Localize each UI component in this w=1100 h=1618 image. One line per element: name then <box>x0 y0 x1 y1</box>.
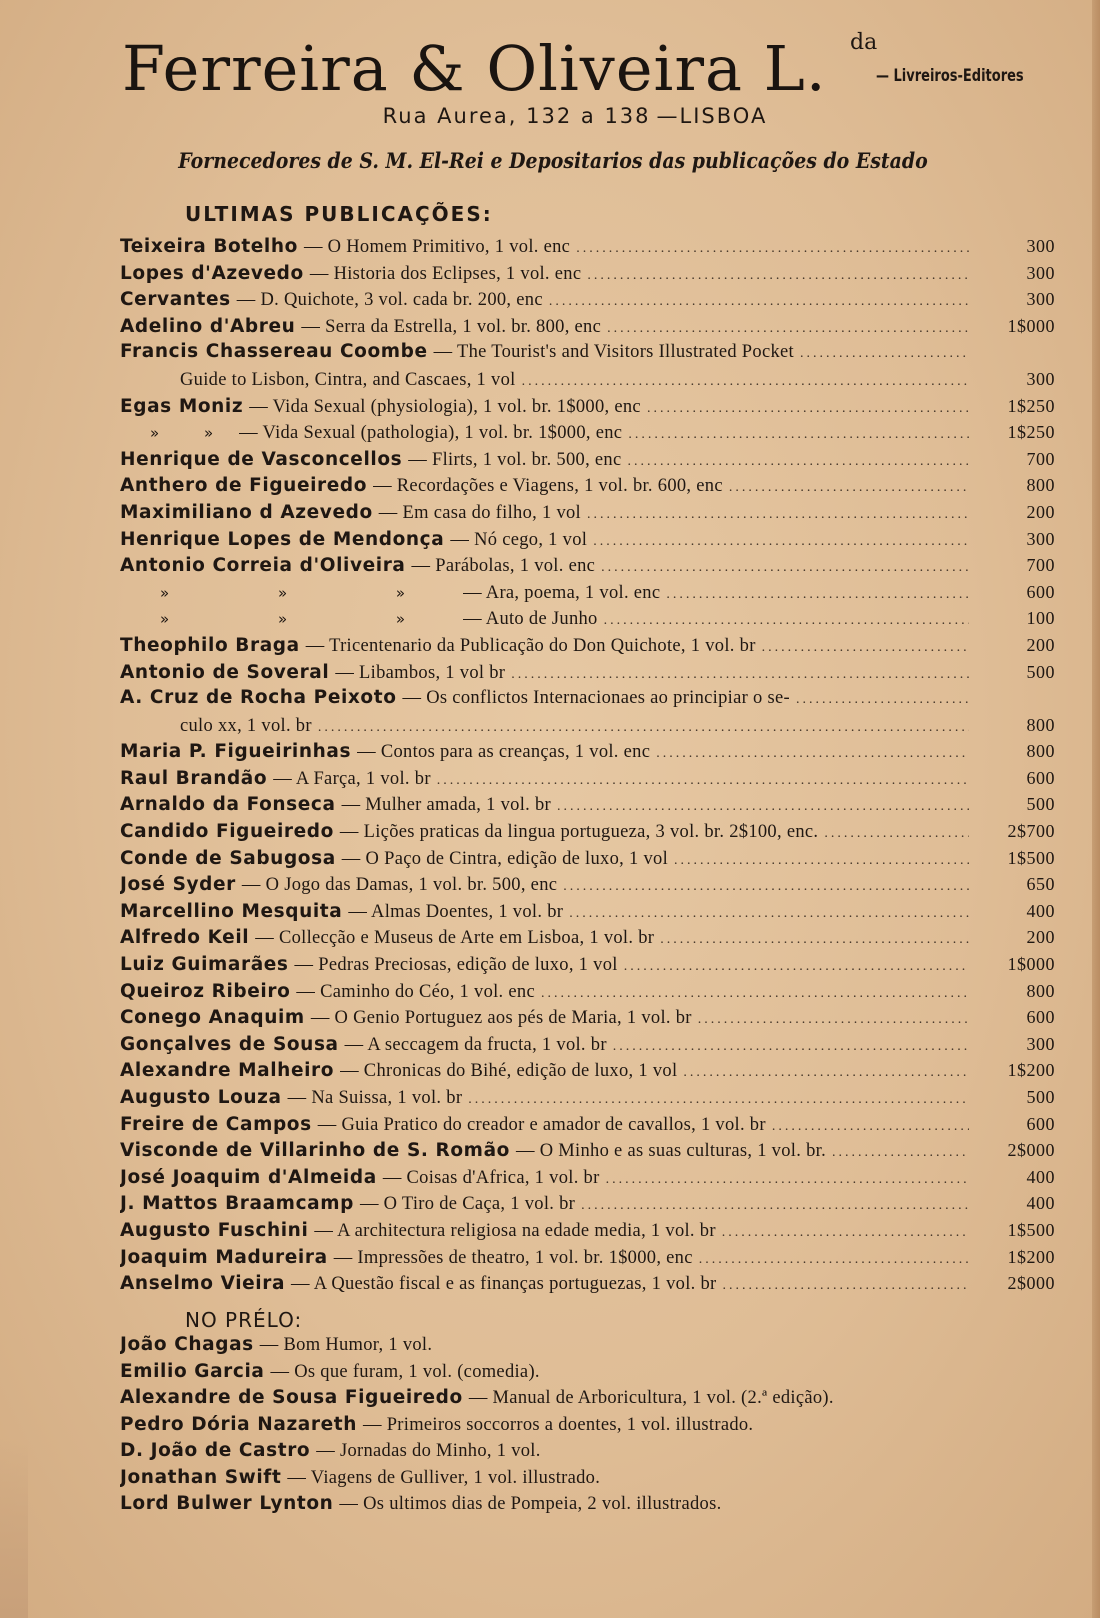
publication-author: Conde de Sabugosa <box>120 847 336 869</box>
leader-dots <box>824 821 969 845</box>
publication-row <box>120 898 1055 925</box>
publication-author: Augusto Fuschini <box>120 1219 309 1241</box>
publication-title: — A Questão fiscal e as finanças portuguezas, 1 vol. br <box>291 1274 717 1295</box>
publication-price: 1$000 <box>1007 315 1055 336</box>
publication-author: A. Cruz de Rocha Peixoto <box>120 687 397 709</box>
publication-title: — Flirts, 1 vol. br. 500, enc <box>408 449 622 470</box>
purveyors-line: Fornecedores de S. M. El-Rei e Depositarios das publicações do Estado <box>178 148 928 173</box>
publication-author: Adelino d'Abreu <box>120 315 296 337</box>
publication-title: culo xx, 1 vol. br <box>180 715 312 736</box>
publication-author: Henrique Lopes de Mendonça <box>120 528 445 550</box>
leader-dots <box>660 927 969 951</box>
publication-author: Freire de Campos <box>120 1113 312 1135</box>
publication-author: Lopes d'Azevedo <box>120 262 304 284</box>
publication-row <box>120 366 1055 393</box>
publications-list <box>120 233 1055 1297</box>
publication-price: 1$200 <box>1007 1246 1055 1267</box>
publication-price: 400 <box>1026 1166 1055 1187</box>
leader-dots <box>624 954 969 978</box>
publication-title: — Na Suissa, 1 vol. br <box>287 1088 463 1108</box>
in-press-row <box>120 1438 1055 1465</box>
in-press-title: — Manual de Arboricultura, 1 vol. (2.ª edição). <box>468 1388 834 1408</box>
publication-price: 700 <box>1026 448 1055 469</box>
leader-dots <box>522 369 969 393</box>
publication-price: 300 <box>1026 289 1055 310</box>
publication-price: 800 <box>1026 980 1055 1001</box>
publication-title: — O Minho e as suas culturas, 1 vol. br. <box>515 1141 826 1162</box>
publication-price: 400 <box>1026 1193 1055 1214</box>
publication-row <box>120 419 1055 446</box>
publication-author: Anselmo Vieira <box>120 1273 286 1295</box>
publication-title: — Serra da Estrella, 1 vol. br. 800, enc <box>301 316 602 337</box>
publication-title: — Lições praticas da lingua portugueza, 3 vol. br. 2$100, enc. <box>339 822 819 843</box>
publication-row <box>120 393 1055 420</box>
publication-author: » » <box>150 424 234 443</box>
publication-title: — Tricentenario da Publicação do Don Quichote, 1 vol. br <box>305 635 756 656</box>
leader-dots <box>607 316 969 340</box>
publication-price: 700 <box>1026 555 1055 576</box>
publication-price: 650 <box>1026 874 1055 895</box>
publication-title: — D. Quichote, 3 vol. cada br. 200, enc <box>236 290 543 311</box>
publication-price: 600 <box>1026 767 1055 788</box>
in-press-author: Pedro Dória Nazareth <box>120 1413 357 1435</box>
in-press-author: Lord Bulwer Lynton <box>120 1493 334 1514</box>
leader-dots <box>729 475 969 499</box>
publication-price: 1$250 <box>1007 422 1055 443</box>
publication-title: — O Genio Portuguez aos pés de Maria, 1 vol. br <box>310 1008 692 1029</box>
publication-author: Gonçalves de Sousa <box>120 1033 339 1055</box>
publication-author: José Syder <box>120 874 236 896</box>
publication-author: » » » <box>160 610 458 629</box>
publication-title: — The Tourist's and Visitors Illustrated Pocket <box>433 342 794 363</box>
publication-title: — O Jogo das Damas, 1 vol. br. 500, enc <box>241 875 558 896</box>
publication-row <box>120 339 1055 366</box>
leader-dots <box>699 1247 969 1271</box>
publication-row <box>120 233 1055 260</box>
publication-title: — Libambos, 1 vol br <box>335 662 506 683</box>
publication-row <box>120 1004 1055 1031</box>
publication-row <box>120 738 1055 765</box>
leader-dots <box>587 502 969 526</box>
publication-row <box>120 472 1055 499</box>
publication-author: Luiz Guimarães <box>120 954 289 976</box>
publication-row <box>120 712 1055 739</box>
leader-dots <box>628 422 969 446</box>
masthead <box>122 28 1062 108</box>
publication-price: 300 <box>1026 1033 1055 1054</box>
publication-price: 200 <box>1026 501 1055 522</box>
publication-title: Guide to Lisbon, Cintra, and Cascaes, 1 vol <box>180 369 516 390</box>
publication-row <box>120 313 1055 340</box>
publication-row <box>120 791 1055 818</box>
publication-title: — O Tiro de Caça, 1 vol. br <box>359 1194 576 1215</box>
leader-dots <box>549 289 969 313</box>
leader-dots <box>587 263 969 287</box>
publication-author: Alexandre Malheiro <box>120 1060 335 1082</box>
publication-row <box>120 260 1055 287</box>
publication-price: 800 <box>1026 714 1055 735</box>
firm-role: — Livreiros-Editores <box>876 66 1024 86</box>
publication-title: — Coisas d'Africa, 1 vol. br <box>382 1167 600 1188</box>
publication-row <box>120 659 1055 686</box>
publication-price: 500 <box>1026 794 1055 815</box>
publication-author: Arnaldo da Fonseca <box>120 794 336 816</box>
publication-price: 500 <box>1026 1087 1055 1107</box>
publication-author: Egas Moniz <box>120 395 244 417</box>
publication-price: 1$500 <box>1007 847 1055 868</box>
publication-price: 2$000 <box>1007 1273 1055 1294</box>
in-press-author: Jonathan Swift <box>120 1466 282 1488</box>
in-press-title: — Jornadas do Minho, 1 vol. <box>316 1441 541 1461</box>
in-press-row <box>120 1465 1055 1492</box>
publication-title: — Ara, poema, 1 vol. enc <box>463 582 661 603</box>
publication-row <box>120 1270 1055 1297</box>
leader-dots <box>832 1140 969 1164</box>
publication-price: 200 <box>1026 927 1055 948</box>
publication-row <box>120 446 1055 473</box>
leader-dots <box>698 1007 969 1031</box>
leader-dots <box>796 687 969 712</box>
publication-author: Candido Figueiredo <box>120 821 334 843</box>
address-street: Rua Aurea, 132 a 138 <box>382 104 651 128</box>
publication-author: Queiroz Ribeiro <box>120 980 291 1002</box>
publication-row <box>120 1031 1055 1058</box>
publication-price: 1$500 <box>1007 1219 1055 1240</box>
in-press-author: Alexandre de Sousa Figueiredo <box>120 1387 463 1408</box>
leader-dots <box>468 1087 969 1111</box>
publication-title: — A architectura religiosa na edade media, 1 vol. br <box>314 1220 716 1241</box>
publication-title: — Vida Sexual (pathologia), 1 vol. br. 1$000, enc <box>239 423 623 444</box>
leader-dots <box>606 1167 969 1191</box>
publication-price: 300 <box>1026 528 1055 549</box>
in-press-title: — Os ultimos dias de Pompeia, 2 vol. illustrados. <box>339 1494 722 1514</box>
publication-author: Francis Chassereau Coombe <box>120 341 428 363</box>
leader-dots <box>800 341 969 366</box>
leader-dots <box>581 1193 969 1217</box>
publication-author: José Joaquim d'Almeida <box>120 1166 377 1188</box>
leader-dots <box>593 529 969 553</box>
publication-author: Teixeira Botelho <box>120 236 298 257</box>
publication-title: — Recordações e Viagens, 1 vol. br. 600, enc <box>373 476 723 497</box>
publication-row <box>120 632 1055 659</box>
publication-title: — Caminho do Céo, 1 vol. enc <box>296 981 535 1002</box>
publication-author: Augusto Louza <box>120 1087 282 1108</box>
in-press-author: D. João de Castro <box>120 1440 311 1461</box>
in-press-row <box>120 1332 1055 1359</box>
publication-author: Raul Brandão <box>120 767 268 789</box>
publication-row <box>120 605 1055 632</box>
paper-stain <box>0 1438 28 1618</box>
leader-dots <box>511 662 969 686</box>
publication-row <box>120 1084 1055 1111</box>
publication-row <box>120 1164 1055 1191</box>
leader-dots <box>318 715 969 739</box>
publication-author: Marcellino Mesquita <box>120 900 343 922</box>
publication-title: — Parábolas, 1 vol. enc <box>411 556 596 577</box>
publication-author: Anthero de Figueiredo <box>120 475 368 497</box>
publication-price: 300 <box>1026 368 1055 389</box>
leader-dots <box>437 768 969 792</box>
publication-title: — Mulher amada, 1 vol. br <box>341 795 551 816</box>
publication-row <box>120 1111 1055 1138</box>
leader-dots <box>647 396 969 420</box>
firm-name-superscript: da <box>850 30 878 55</box>
in-press-row <box>120 1491 1055 1518</box>
leader-dots <box>722 1220 969 1244</box>
publication-author: Maximiliano d Azevedo <box>120 501 373 523</box>
publication-row <box>120 526 1055 553</box>
publication-row <box>120 818 1055 845</box>
latest-publications-heading: ULTIMAS PUBLICAÇÕES: <box>185 202 493 226</box>
publication-row <box>120 1244 1055 1271</box>
in-press-row <box>120 1385 1055 1412</box>
in-press-heading: NO PRÉLO: <box>185 1308 303 1332</box>
publication-price: 800 <box>1026 475 1055 496</box>
publication-author: Alfredo Keil <box>120 927 250 949</box>
publication-title: — Nó cego, 1 vol <box>450 529 588 550</box>
leader-dots <box>666 582 969 606</box>
publication-price: 1$200 <box>1007 1060 1055 1081</box>
publication-title: — Vida Sexual (physiologia), 1 vol. br. 1$000, enc <box>249 396 641 417</box>
leader-dots <box>723 1273 970 1297</box>
in-press-title: — Viagens de Gulliver, 1 vol. illustrado. <box>287 1467 601 1488</box>
publication-title: — Auto de Junho <box>463 609 598 630</box>
leader-dots <box>569 901 969 925</box>
leader-dots <box>541 981 969 1005</box>
publication-price: 2$000 <box>1007 1140 1055 1161</box>
publication-row <box>120 499 1055 526</box>
publication-row <box>120 1137 1055 1164</box>
in-press-author: Emilio Garcia <box>120 1360 265 1382</box>
publication-price: 300 <box>1026 262 1055 283</box>
leader-dots <box>604 608 969 632</box>
in-press-list <box>120 1332 1055 1518</box>
leader-dots <box>613 1034 969 1058</box>
in-press-title: — Bom Humor, 1 vol. <box>259 1335 433 1355</box>
publication-author: J. Mattos Braamcamp <box>120 1193 354 1215</box>
publication-row <box>120 1057 1055 1084</box>
leader-dots <box>576 236 969 260</box>
leader-dots <box>656 741 969 765</box>
publication-row <box>120 871 1055 898</box>
publication-row <box>120 552 1055 579</box>
firm-name: Ferreira & Oliveira L. <box>122 32 827 105</box>
publication-title: — Chronicas do Bihé, edição de luxo, 1 vol <box>340 1061 678 1082</box>
leader-dots <box>601 555 969 579</box>
publication-title: — Collecção e Museus de Arte em Lisboa, 1 vol. br <box>255 928 655 949</box>
publication-title: — Historia dos Eclipses, 1 vol. enc <box>309 263 582 284</box>
publication-row <box>120 1190 1055 1217</box>
address-city: —LISBOA <box>656 104 768 128</box>
publication-price: 300 <box>1026 236 1055 256</box>
publication-row <box>120 978 1055 1005</box>
leader-dots <box>762 635 969 659</box>
publication-row <box>120 951 1055 978</box>
publication-price: 600 <box>1026 1007 1055 1028</box>
publication-author: Antonio Correia d'Oliveira <box>120 555 406 577</box>
publication-price: 600 <box>1026 581 1055 602</box>
publication-row <box>120 845 1055 872</box>
publication-title: — Almas Doentes, 1 vol. br <box>348 901 564 922</box>
publication-author: Cervantes <box>120 289 231 311</box>
leader-dots <box>563 874 969 898</box>
in-press-author: João Chagas <box>120 1334 254 1355</box>
leader-dots <box>772 1114 969 1138</box>
publication-title: — Impressões de theatro, 1 vol. br. 1$000, enc <box>333 1247 693 1268</box>
publication-price: 2$700 <box>1007 821 1055 842</box>
publication-price: 500 <box>1026 661 1055 682</box>
publication-price: 1$000 <box>1007 954 1055 975</box>
publication-title: — A Farça, 1 vol. br <box>273 768 431 789</box>
leader-dots <box>683 1060 969 1084</box>
publication-title: — Em casa do filho, 1 vol <box>378 502 581 523</box>
publication-row <box>120 1217 1055 1244</box>
in-press-title: — Primeiros soccorros a doentes, 1 vol. illustrado. <box>362 1414 754 1435</box>
publication-price: 100 <box>1026 608 1055 629</box>
leader-dots <box>674 848 969 872</box>
publication-author: Theophilo Braga <box>120 634 300 656</box>
publication-author: Antonio de Soveral <box>120 661 330 683</box>
leader-dots <box>557 794 969 818</box>
address <box>0 104 1100 128</box>
publication-row <box>120 286 1055 313</box>
publication-price: 400 <box>1026 900 1055 921</box>
publication-row <box>120 765 1055 792</box>
publication-price: 1$250 <box>1007 395 1055 416</box>
publication-title: — Pedras Preciosas, edição de luxo, 1 vol <box>294 955 618 976</box>
publication-title: — O Homem Primitivo, 1 vol. enc <box>303 237 571 257</box>
publication-title: — Guia Pratico do creador e amador de cavallos, 1 vol. br <box>317 1114 766 1135</box>
publication-price: 800 <box>1026 741 1055 762</box>
in-press-row <box>120 1359 1055 1386</box>
in-press-row <box>120 1412 1055 1439</box>
publication-author: Conego Anaquim <box>120 1007 305 1029</box>
publication-price: 600 <box>1026 1113 1055 1134</box>
publication-row <box>120 685 1055 712</box>
publication-author: Joaquim Madureira <box>120 1246 328 1268</box>
publication-title: — A seccagem da fructa, 1 vol. br <box>344 1034 607 1055</box>
leader-dots <box>628 449 970 473</box>
publication-title: — Os conflictos Internacionaes ao principiar o se- <box>402 688 790 709</box>
page-edge <box>1092 0 1100 1618</box>
publication-title: — O Paço de Cintra, edição de luxo, 1 vol <box>341 848 669 869</box>
publication-author: Maria P. Figueirinhas <box>120 741 352 763</box>
publication-author: » » » <box>160 583 458 602</box>
publication-row <box>120 579 1055 606</box>
publication-author: Henrique de Vasconcellos <box>120 448 403 470</box>
publication-row <box>120 924 1055 951</box>
publication-title: — Contos para as creanças, 1 vol. enc <box>357 742 651 763</box>
publication-author: Visconde de Villarinho de S. Romão <box>120 1140 510 1162</box>
in-press-title: — Os que furam, 1 vol. (comedia). <box>270 1361 540 1382</box>
publication-price: 200 <box>1026 634 1055 655</box>
